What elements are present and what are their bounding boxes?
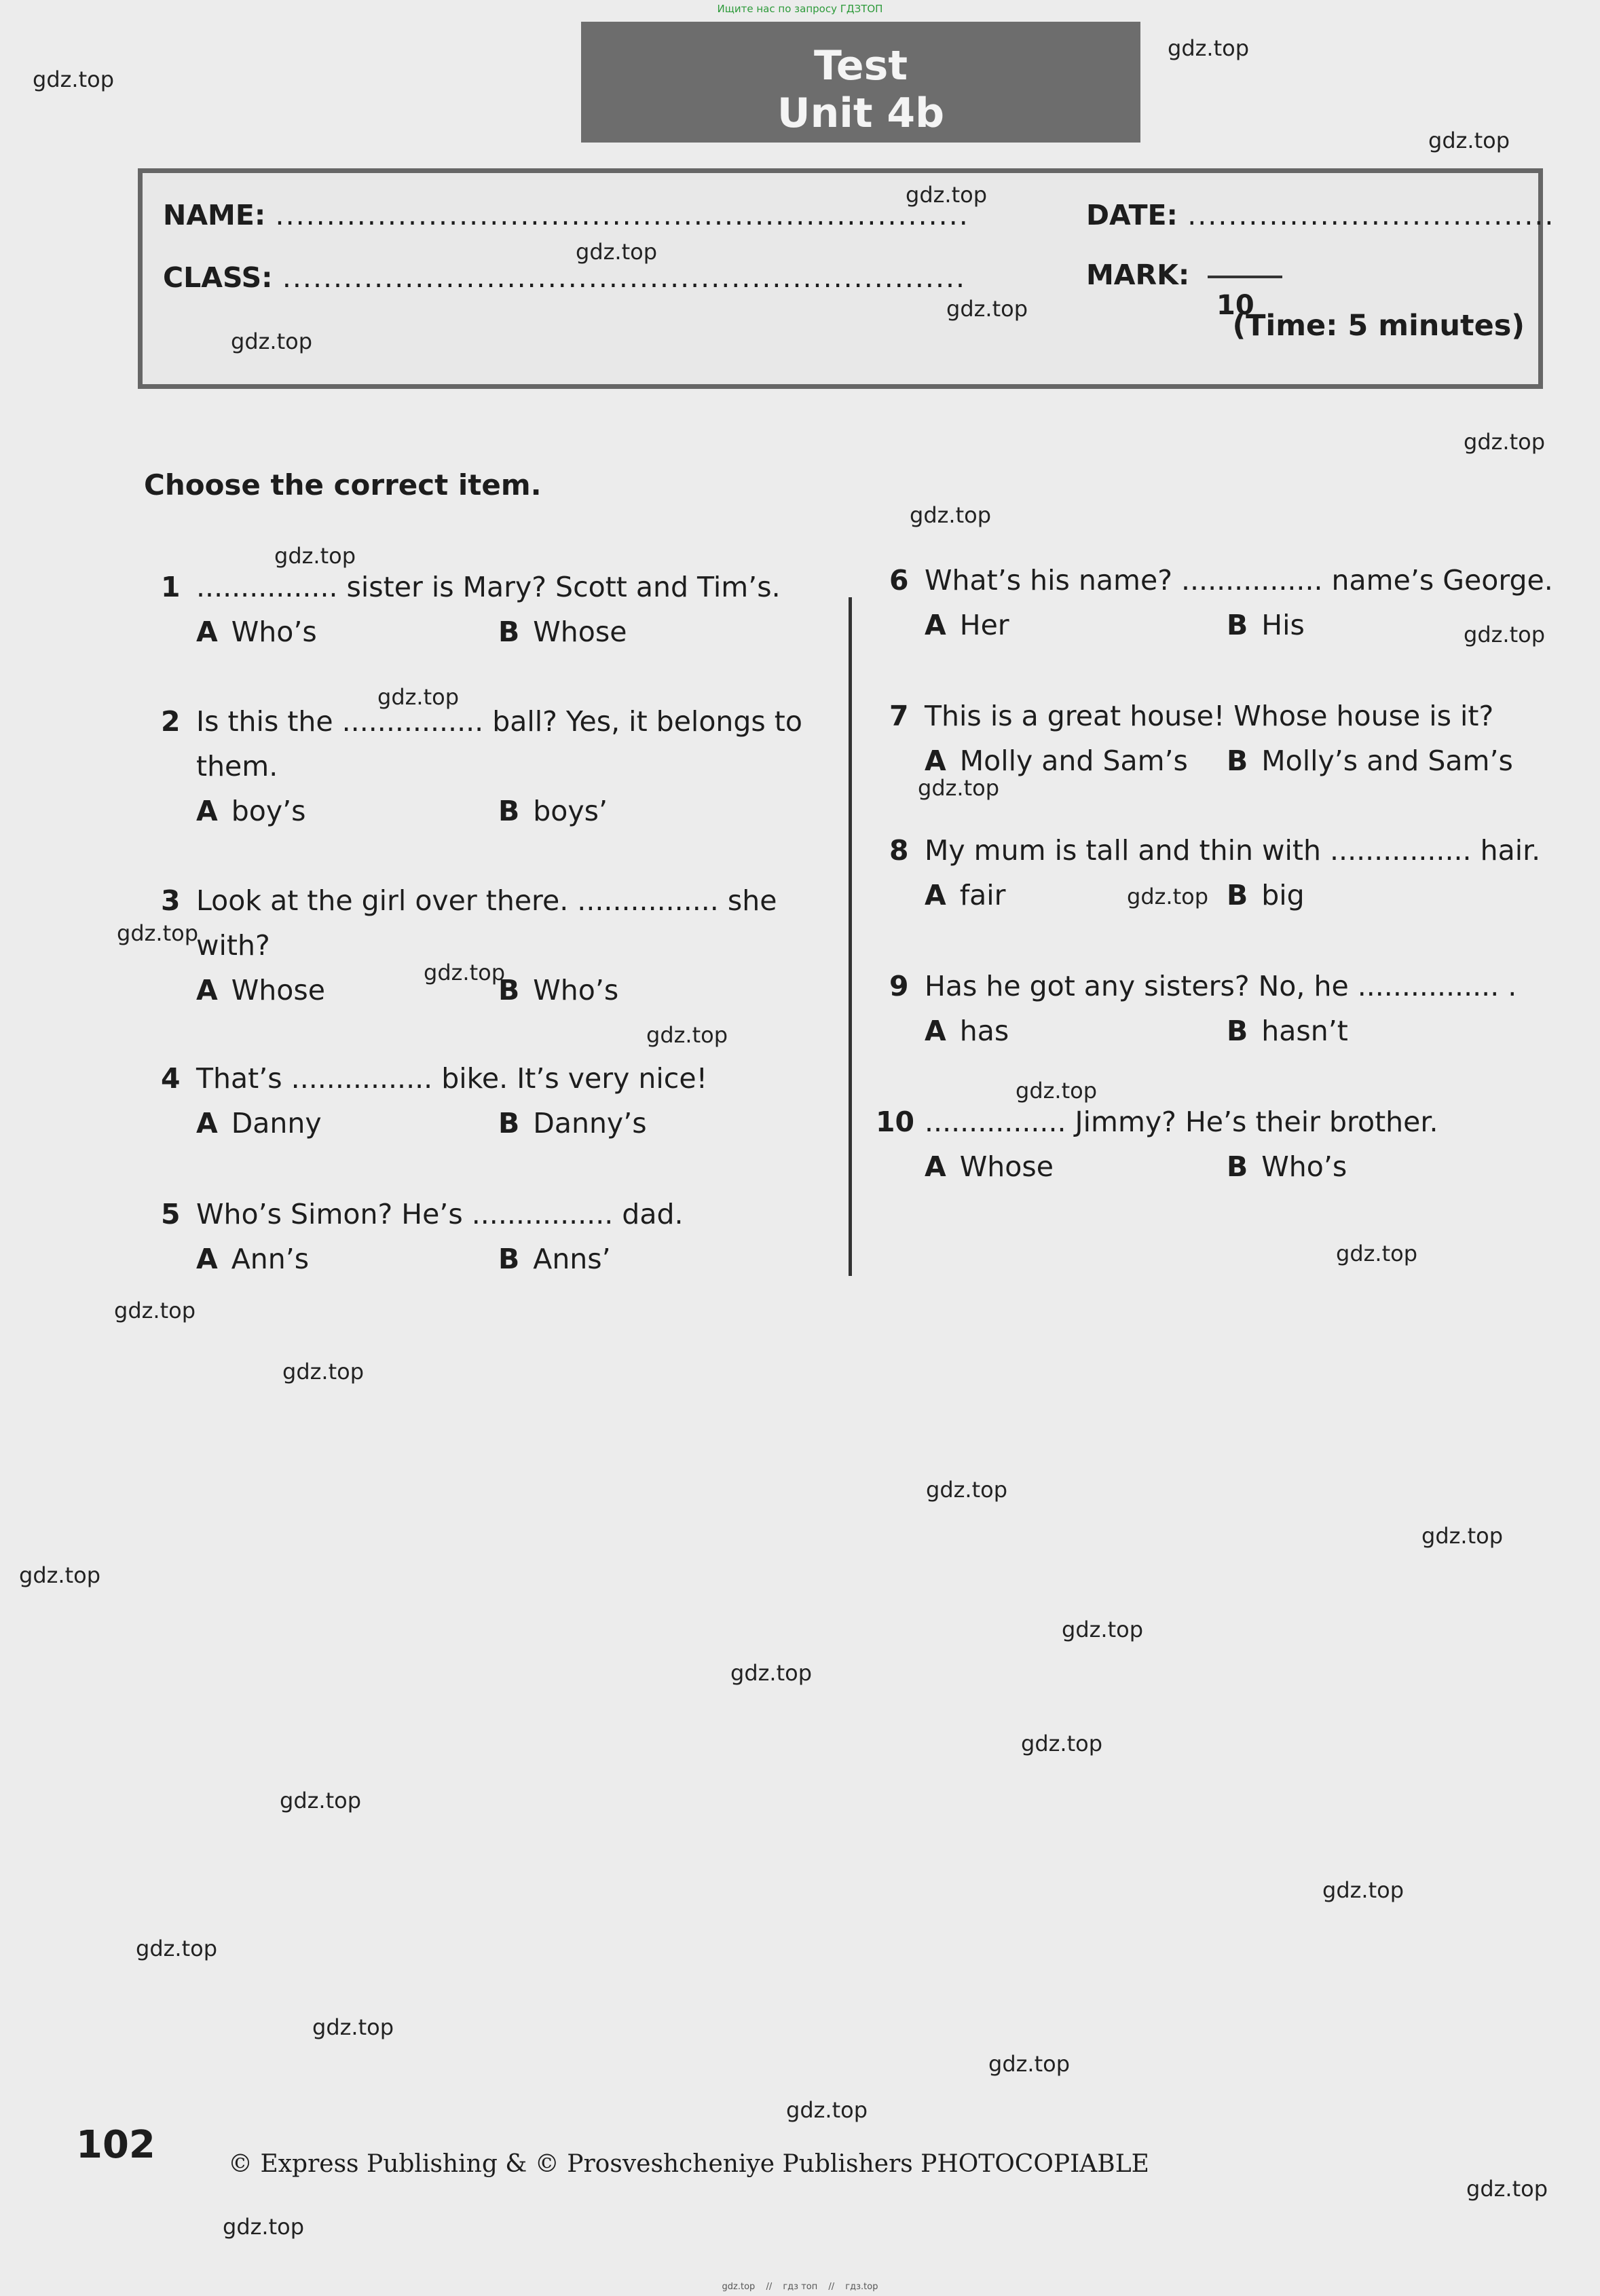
option-a[interactable] (196, 609, 498, 654)
option-b[interactable] (498, 1237, 800, 1281)
option-letter: B (1227, 1150, 1248, 1183)
question-6 (889, 558, 1553, 647)
watermark: gdz.top (1428, 128, 1510, 153)
watermark: gdz.top (19, 1562, 101, 1588)
question-text: Has he got any sisters? No, he ................ . (925, 970, 1517, 1002)
watermark: gdz.top (117, 920, 199, 946)
option-b[interactable] (498, 789, 800, 833)
mark-denominator: 10 (1216, 290, 1254, 321)
option-text: Molly’s and Sam’s (1261, 745, 1513, 777)
watermark: gdz.top (786, 2097, 868, 2123)
watermark: gdz.top (424, 960, 506, 985)
watermark: gdz.top (231, 328, 313, 354)
watermark: gdz.top (223, 2214, 305, 2240)
watermark: gdz.top (918, 775, 1000, 801)
question-8 (889, 828, 1540, 918)
option-letter: A (196, 795, 218, 827)
option-letter: B (1227, 879, 1248, 911)
question-text: That’s ................ bike. It’s very nice! (196, 1062, 708, 1095)
option-text: Anns’ (533, 1243, 611, 1275)
option-text: Her (959, 609, 1009, 641)
watermark: gdz.top (646, 1022, 728, 1048)
watermark: gdz.top (1322, 1877, 1404, 1903)
option-a[interactable] (196, 1237, 498, 1281)
test-header (581, 22, 1140, 143)
watermark: gdz.top (282, 1359, 365, 1385)
watermark: gdz.top (114, 1298, 196, 1323)
question-5 (161, 1192, 800, 1281)
name-field-dots: .................................................................... (275, 199, 969, 231)
bottom-note-part: gdz.top (722, 2282, 756, 2292)
option-text: big (1261, 879, 1305, 911)
option-text: hasn’t (1261, 1015, 1348, 1047)
watermark: gdz.top (1062, 1617, 1144, 1642)
option-letter: B (1227, 609, 1248, 641)
option-text: boy’s (231, 795, 306, 827)
watermark: gdz.top (910, 502, 992, 528)
option-text: Whose (231, 974, 325, 1006)
option-letter: A (196, 616, 218, 648)
watermark: gdz.top (926, 1477, 1008, 1503)
option-letter: A (196, 1243, 218, 1275)
question-text: What’s his name? ................ name’s George. (925, 564, 1553, 597)
watermark: gdz.top (1464, 429, 1546, 455)
name-label: NAME: (163, 199, 266, 231)
question-text: ................ sister is Mary? Scott and Tim’s. (196, 571, 781, 603)
question-2 (161, 699, 802, 833)
question-text-cont: them. (196, 750, 278, 783)
option-letter: A (925, 1015, 946, 1047)
question-text: ................ Jimmy? He’s their brother. (925, 1106, 1438, 1138)
question-text: My mum is tall and thin with ................ hair. (925, 834, 1541, 867)
option-a[interactable] (925, 1144, 1227, 1189)
option-letter: B (1227, 745, 1248, 777)
option-text: has (959, 1015, 1009, 1047)
watermark: gdz.top (906, 182, 988, 208)
watermark: gdz.top (576, 239, 658, 265)
option-a[interactable] (925, 603, 1227, 647)
watermark: gdz.top (274, 543, 356, 569)
watermark: gdz.top (1421, 1523, 1504, 1549)
watermark: gdz.top (1127, 884, 1209, 909)
mark-line (1208, 276, 1282, 278)
option-a[interactable] (196, 1101, 498, 1146)
student-info-box (138, 168, 1555, 389)
watermark: gdz.top (377, 684, 460, 710)
name-row (163, 199, 969, 231)
option-b[interactable] (1227, 873, 1529, 918)
date-field-dots: .................................... (1187, 199, 1555, 231)
watermark: gdz.top (1016, 1078, 1098, 1104)
watermark: gdz.top (946, 296, 1028, 322)
question-9 (889, 964, 1529, 1053)
column-divider (849, 597, 852, 1276)
question-10 (876, 1099, 1529, 1189)
option-letter: A (925, 745, 946, 777)
question-number: 5 (161, 1198, 181, 1230)
bottom-note-sep: // (828, 2282, 835, 2292)
watermark: gdz.top (988, 2051, 1071, 2077)
option-letter: B (498, 795, 520, 827)
option-letter: B (498, 1243, 520, 1275)
option-a[interactable] (925, 1009, 1227, 1053)
option-b[interactable] (1227, 738, 1529, 783)
option-text: boys’ (533, 795, 608, 827)
option-text: Whose (959, 1150, 1054, 1183)
class-field-dots: ................................................................... (282, 261, 967, 294)
option-letter: B (1227, 1015, 1248, 1047)
option-text: Whose (533, 616, 627, 648)
page-number: 102 (76, 2123, 155, 2167)
option-b[interactable] (1227, 1144, 1529, 1189)
bottom-note (0, 2282, 1600, 2292)
bottom-note-sep: // (766, 2282, 773, 2292)
option-text: Who’s (231, 616, 317, 648)
option-letter: A (196, 974, 218, 1006)
option-a[interactable] (196, 789, 498, 833)
option-text: Who’s (533, 974, 619, 1006)
option-letter: B (498, 974, 520, 1006)
watermark: gdz.top (1336, 1241, 1418, 1266)
header-title: Test (813, 42, 908, 90)
mark-label: MARK: (1086, 259, 1190, 291)
option-text: Who’s (1261, 1150, 1347, 1183)
option-b[interactable] (498, 968, 800, 1013)
watermark: gdz.top (136, 1936, 218, 1961)
option-text: Molly and Sam’s (959, 745, 1188, 777)
question-number: 3 (161, 884, 181, 917)
bottom-note-part: гдз топ (783, 2282, 818, 2292)
question-number: 6 (889, 564, 909, 597)
watermark: gdz.top (312, 2014, 394, 2040)
watermark: gdz.top (1466, 2176, 1548, 2202)
question-text-cont: with? (196, 929, 270, 962)
question-number: 1 (161, 571, 181, 603)
time-label: (Time: 5 minutes) (1232, 309, 1525, 343)
question-number: 9 (889, 970, 909, 1002)
question-number: 4 (161, 1062, 181, 1095)
bottom-note-part: гдз.top (845, 2282, 878, 2292)
option-letter: A (925, 609, 946, 641)
option-letter: A (925, 879, 946, 911)
copyright-notice: © Express Publishing & © Prosveshcheniye Publishers PHOTOCOPIABLE (228, 2150, 1149, 2178)
option-text: fair (959, 879, 1006, 911)
watermark: gdz.top (730, 1660, 813, 1686)
class-label: CLASS: (163, 261, 273, 294)
question-text: This is a great house! Whose house is it? (925, 700, 1494, 732)
question-number: 10 (876, 1106, 915, 1138)
option-text: His (1261, 609, 1305, 641)
watermark: gdz.top (1021, 1731, 1103, 1756)
option-b[interactable] (498, 609, 800, 654)
date-row (1086, 199, 1555, 231)
option-letter: B (498, 1107, 520, 1140)
question-text: Is this the ................ ball? Yes, it belongs to (196, 705, 802, 738)
option-letter: A (925, 1150, 946, 1183)
question-1 (161, 565, 800, 654)
question-number: 8 (889, 834, 909, 867)
option-text: Danny (231, 1107, 322, 1140)
question-4 (161, 1056, 800, 1146)
option-letter: B (498, 616, 520, 648)
option-b[interactable] (498, 1101, 800, 1146)
question-3 (161, 878, 800, 1013)
question-number: 2 (161, 705, 181, 738)
top-note: Ищите нас по запросу ГДЗТОП (717, 3, 883, 15)
option-text: Danny’s (533, 1107, 647, 1140)
instruction: Choose the correct item. (144, 468, 542, 502)
date-label: DATE: (1086, 199, 1178, 231)
mark-row (1086, 259, 1282, 291)
option-b[interactable] (1227, 1009, 1529, 1053)
watermark: gdz.top (280, 1788, 362, 1813)
option-text: Ann’s (231, 1243, 310, 1275)
watermark: gdz.top (33, 67, 115, 92)
watermark: gdz.top (1168, 35, 1250, 61)
question-text: Look at the girl over there. ................ she (196, 884, 777, 917)
question-number: 7 (889, 700, 909, 732)
class-row (163, 261, 966, 294)
watermark: gdz.top (1464, 622, 1546, 647)
question-7 (889, 694, 1529, 783)
question-text: Who’s Simon? He’s ................ dad. (196, 1198, 684, 1230)
header-unit: Unit 4b (777, 90, 945, 137)
option-letter: A (196, 1107, 218, 1140)
